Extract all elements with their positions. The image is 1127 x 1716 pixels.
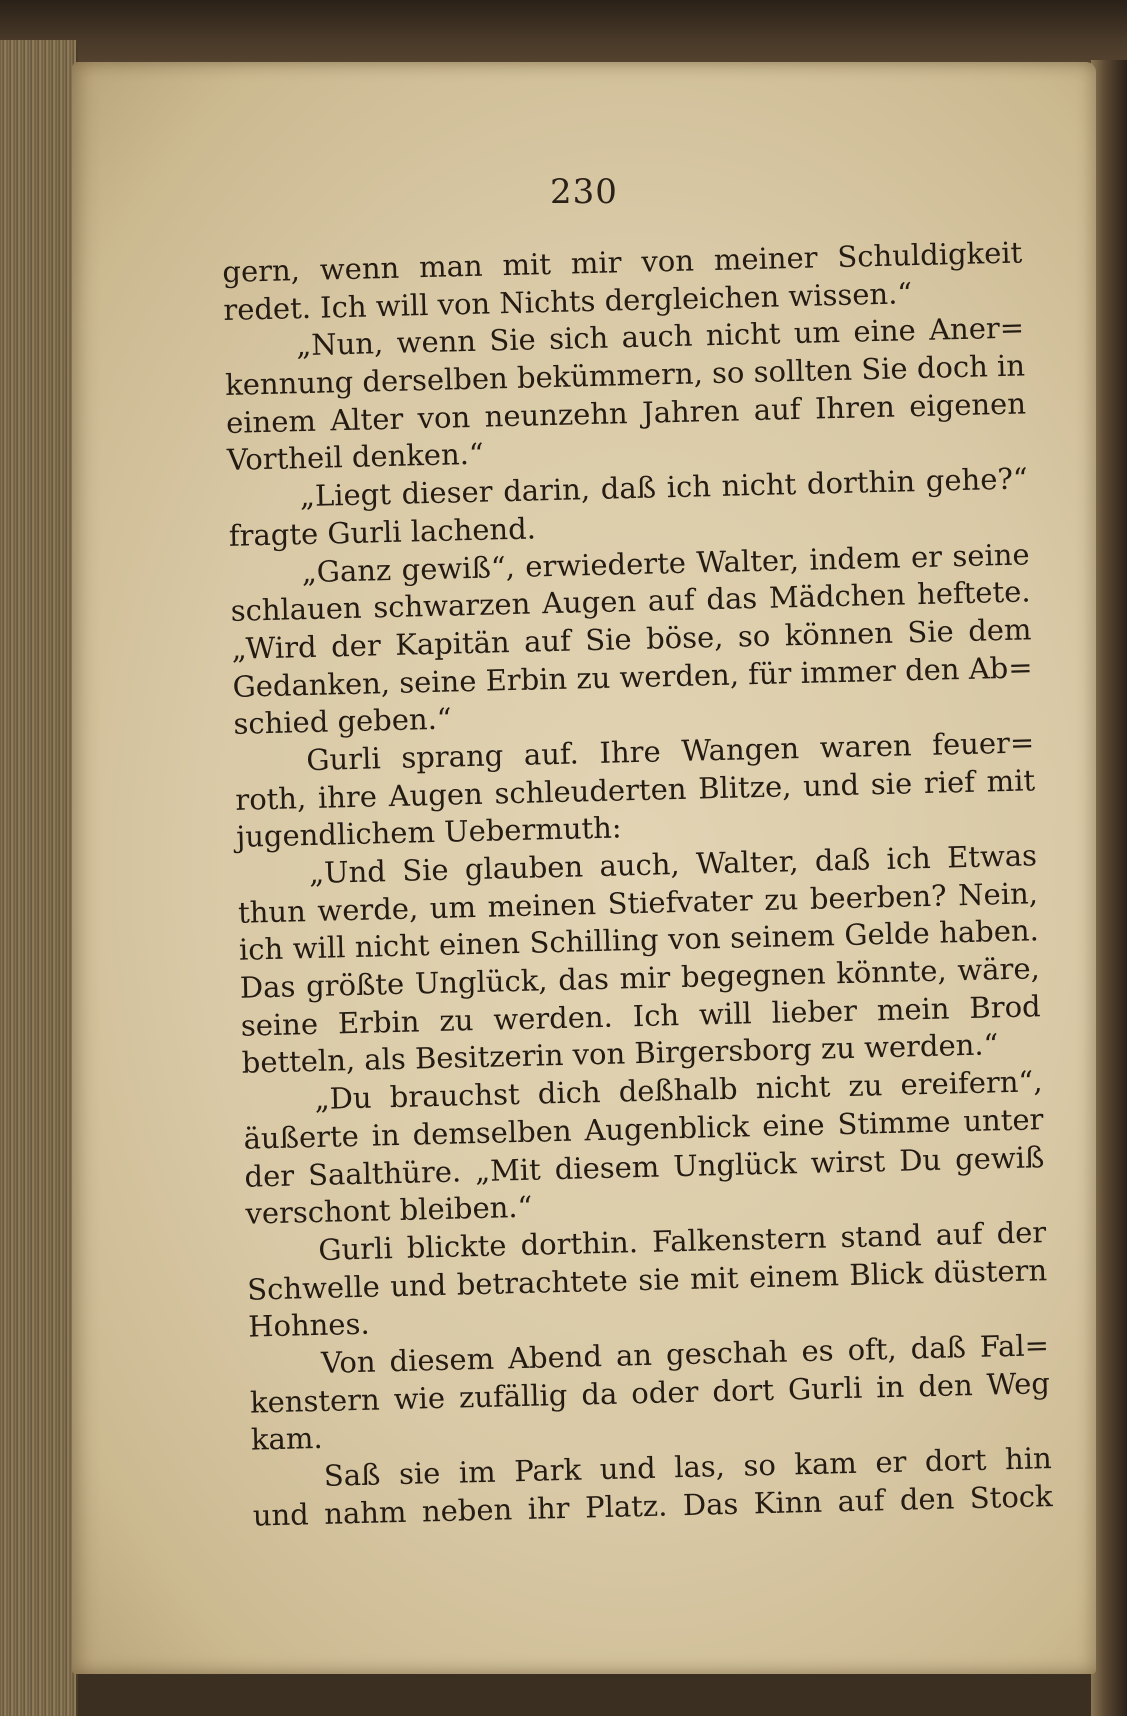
text-line: redet. Ich will von Nichts dergleichen wissen.“ [222, 275, 913, 327]
cover-edge [1091, 60, 1127, 1716]
text-line: Von diesem Abend an geschah es oft, daß Fal= [320, 1328, 1050, 1380]
text-line: und nahm neben ihr Platz. Das Kinn auf den Stock [252, 1478, 1054, 1533]
text-line: „Und Sie glauben auch, Walter, daß ich Etwas [308, 838, 1038, 891]
text-line: Saß sie im Park und las, so kam er dort hin [323, 1441, 1053, 1493]
text-line: seine Erbin zu werden. Ich will lieber mein Brod [240, 988, 1042, 1043]
text-line: gern, wenn man mit mir von meiner Schuldigkeit [222, 235, 1023, 289]
text-line: schlauen schwarzen Augen auf das Mädchen heftete. [230, 574, 1031, 629]
text-line: fragte Gurli lachend. [228, 511, 537, 553]
text-line: betteln, als Besitzerin von Birgersborg zu werden.“ [241, 1027, 999, 1081]
text-line: Hohnes. [247, 1306, 370, 1344]
text-line: „Liegt dieser darin, daß ich nicht dorthin gehe?“ [299, 461, 1029, 514]
text-line: Gurli blickte dorthin. Falkenstern stand auf der [317, 1215, 1047, 1267]
text-line: der Saalthüre. „Mit diesem Unglück wirst Du gewiß [244, 1139, 1045, 1194]
page-edges [0, 40, 78, 1716]
text-line: Das größte Unglück, das mir begegnen könnte, wäre, [239, 951, 1041, 1005]
text-line: schied geben.“ [233, 701, 453, 742]
page-number: 230 [550, 172, 618, 212]
text-line: einem Alter von neunzehn Jahren auf Ihren eigenen [225, 386, 1027, 440]
body-text [222, 234, 1053, 1535]
text-line: „Wird der Kapitän auf Sie böse, so können Sie dem [231, 612, 1032, 666]
text-line: „Ganz gewiß“, erwiederte Walter, indem er seine [301, 536, 1030, 589]
text-line: verschont bleiben.“ [245, 1189, 533, 1231]
text-line: jugendlichem Uebermuth: [235, 810, 623, 855]
text-line: roth, ihre Augen schleuderten Blitze, und sie rief mit [234, 762, 1036, 817]
text-line: Gurli sprang auf. Ihre Wangen waren feuer= [305, 725, 1035, 778]
text-line: Schwelle und betrachtete sie mit einem Blick düstern [246, 1252, 1048, 1307]
text-line: Vortheil denken.“ [226, 437, 485, 478]
text-line: „Du brauchst dich deßhalb nicht zu ereifern“, [314, 1064, 1043, 1117]
text-line: thun werde, um meinen Stiefvater zu beerben? Nein, [237, 875, 1039, 930]
book-page [72, 62, 1096, 1674]
text-line: äußerte in demselben Augenblick eine Stimme unter [243, 1102, 1044, 1156]
text-line: Gedanken, seine Erbin zu werden, für immer den Ab= [232, 649, 1033, 704]
text-line: „Nun, wenn Sie sich auch nicht um eine Aner= [295, 310, 1025, 363]
text-line: kam. [250, 1421, 323, 1457]
text-line: kennung derselben bekümmern, so sollten Sie doch in [224, 348, 1026, 403]
text-line: kenstern wie zufällig da oder dort Gurli in den Weg [249, 1365, 1051, 1420]
text-line: ich will nicht einen Schilling von seinem Gelde haben. [238, 913, 1040, 968]
